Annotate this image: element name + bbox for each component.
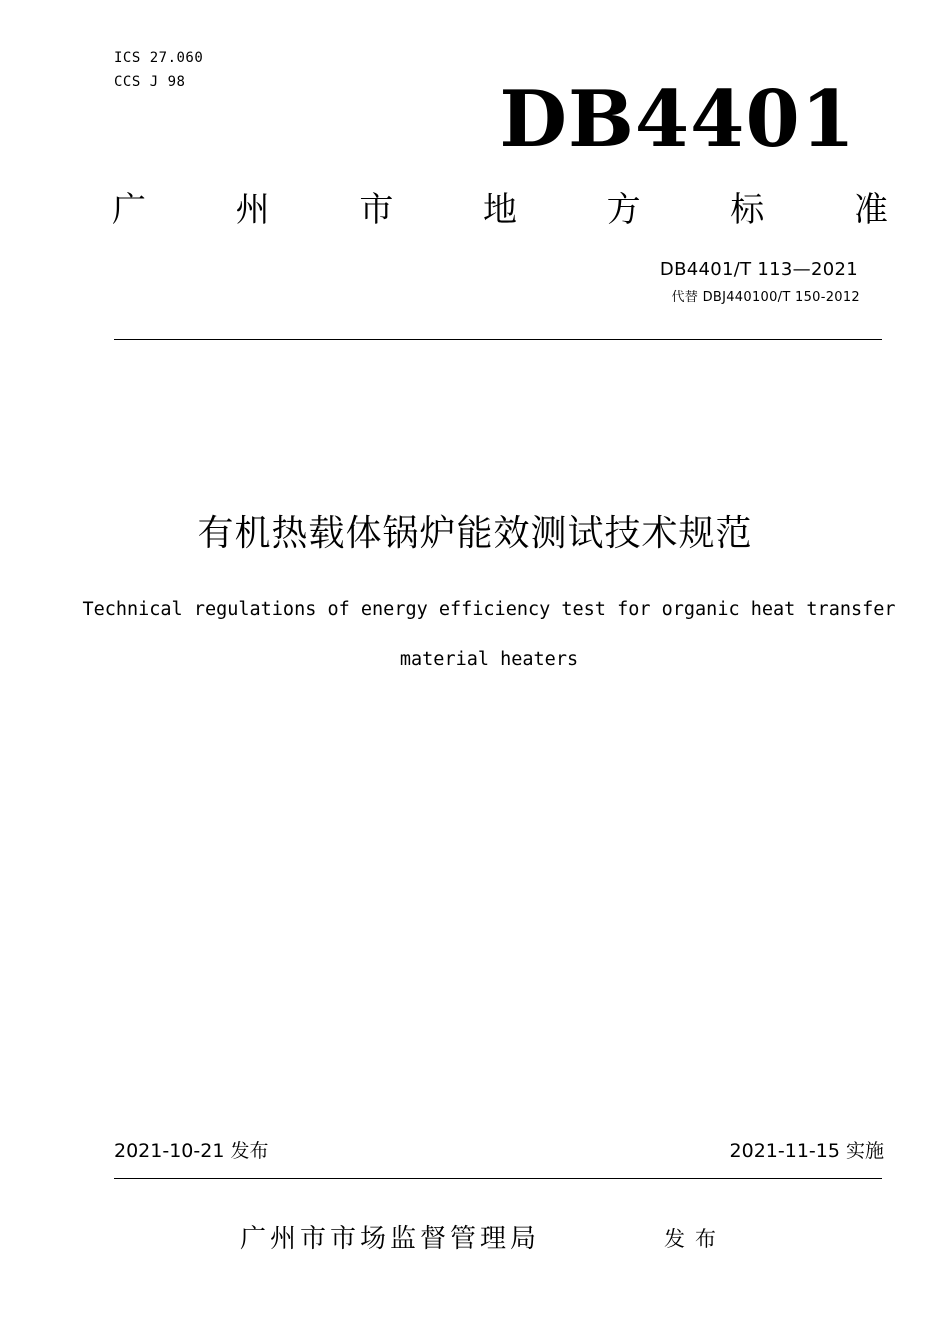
document-title-zh: 有机热载体锅炉能效测试技术规范 <box>197 513 753 554</box>
ics-code: ICS 27.060 <box>114 50 204 66</box>
top-divider <box>114 339 882 340</box>
standard-type-char: 方 <box>606 190 641 230</box>
issue-label: 发布 <box>664 1227 726 1251</box>
document-title-en-line2: material heaters <box>399 649 579 670</box>
standard-type-char: 准 <box>853 190 888 230</box>
standard-type-char: 州 <box>235 190 270 230</box>
issuing-authority: 广州市市场监督管理局 <box>240 1224 541 1254</box>
bottom-divider <box>114 1178 882 1179</box>
issue-date: 2021-10-21 发布 <box>114 1140 269 1162</box>
document-title-en-line1: Technical regulations of energy efficiency test for organic heat transfer <box>82 599 896 620</box>
standard-number: DB4401/T 113—2021 <box>659 259 858 280</box>
standard-type-char: 市 <box>359 190 394 230</box>
standard-type-char: 标 <box>730 190 765 230</box>
standard-type-char: 广 <box>112 190 146 230</box>
replaces-standard: 代替 DBJ440100/T 150-2012 <box>671 290 860 305</box>
db-logo: DB4401 <box>499 74 856 165</box>
ccs-code: CCS J 98 <box>114 74 186 90</box>
standard-type-heading <box>112 188 888 232</box>
implementation-date: 2021-11-15 实施 <box>729 1140 884 1162</box>
standard-type-char: 地 <box>482 190 517 230</box>
